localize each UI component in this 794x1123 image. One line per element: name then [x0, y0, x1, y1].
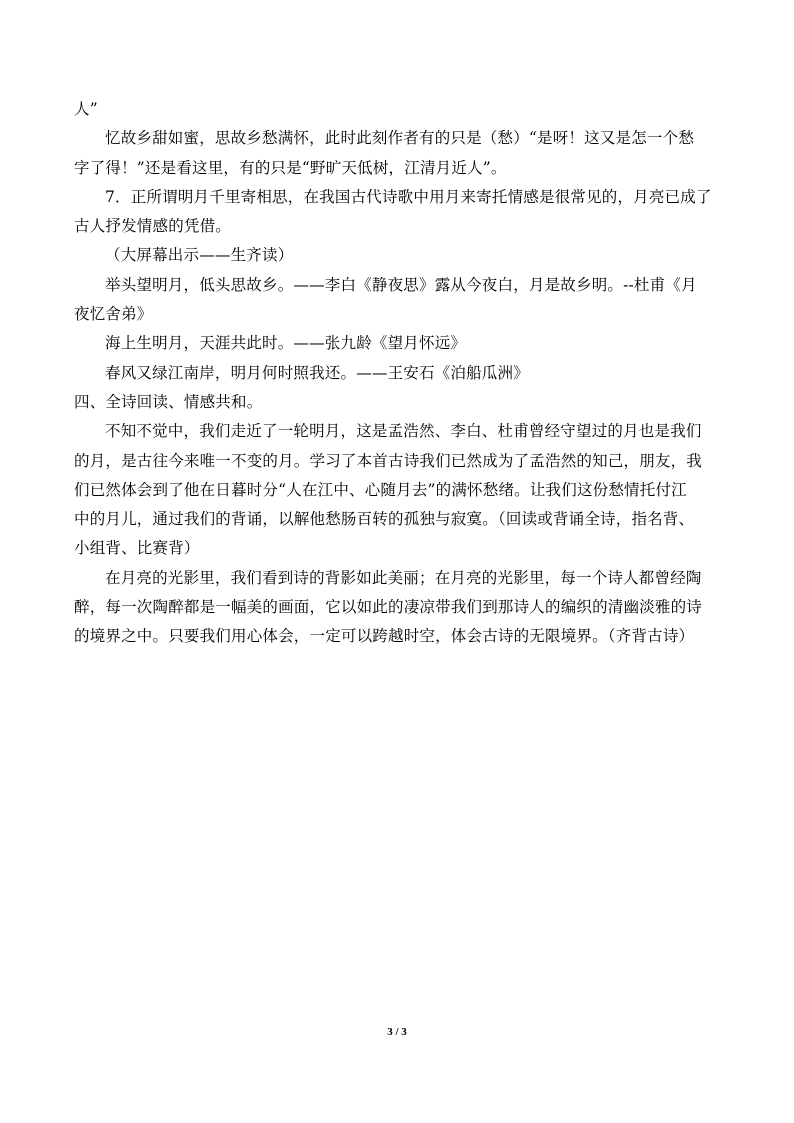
page-number: 3 / 3: [387, 1026, 407, 1038]
poem-quote-line: 举头望明月，低头思故乡。——李白《静夜思》露从今夜白，月是故乡明。--杜甫《月: [105, 275, 697, 294]
text-line: 不知不觉中，我们走近了一轮明月，这是孟浩然、李白、杜甫曾经守望过的月也是我们: [105, 422, 702, 441]
poem-quote-line: 海上生明月，天涯共此时。——张九龄《望月怀远》: [105, 334, 467, 353]
text-line: 中的月儿，通过我们的背诵，以解他愁肠百转的孤独与寂寞。（回读或背诵全诗，指名背、: [74, 510, 695, 529]
text-line: 的月，是古往今来唯一不变的月。学习了本首古诗我们已然成为了孟浩然的知己，朋友，我: [74, 451, 703, 470]
text-line: （大屏幕出示——生齐读）: [105, 246, 294, 265]
text-line: 醉，每一次陶醉都是一幅美的画面，它以如此的凄凉带我们到那诗人的编织的清幽淡雅的诗: [74, 598, 703, 617]
text-line: 们已然体会到了他在日暮时分“人在江中、心随月去”的满怀愁绪。让我们这份愁情托付江: [74, 480, 687, 499]
text-line: 在月亮的光影里，我们看到诗的背影如此美丽；在月亮的光影里，每一个诗人都曾经陶: [105, 568, 702, 587]
text-line: 小组背、比赛背）: [74, 539, 200, 558]
text-line: 7．正所谓明月千里寄相思，在我国古代诗歌中用月来寄托情感是很常见的，月亮已成了: [105, 187, 712, 206]
text-line: 人”: [74, 100, 98, 118]
text-line: 字了得！”还是看这里，有的只是“野旷天低树，江清月近人”。: [74, 158, 507, 177]
section-heading: 四、全诗回读、情感共和。: [74, 392, 263, 411]
text-line: 忆故乡甜如蜜，思故乡愁满怀，此时此刻作者有的只是（愁）“是呀！这又是怎一个愁: [105, 129, 695, 148]
text-line: 的境界之中。只要我们用心体会，一定可以跨越时空，体会古诗的无限境界。（齐背古诗）: [74, 627, 695, 646]
document-body: [74, 95, 720, 652]
text-line: 古人抒发情感的凭借。: [74, 217, 232, 236]
poem-quote-line: 夜忆舍弟》: [74, 305, 153, 324]
poem-quote-line: 春风又绿江南岸，明月何时照我还。——王安石《泊船瓜洲》: [105, 363, 529, 382]
